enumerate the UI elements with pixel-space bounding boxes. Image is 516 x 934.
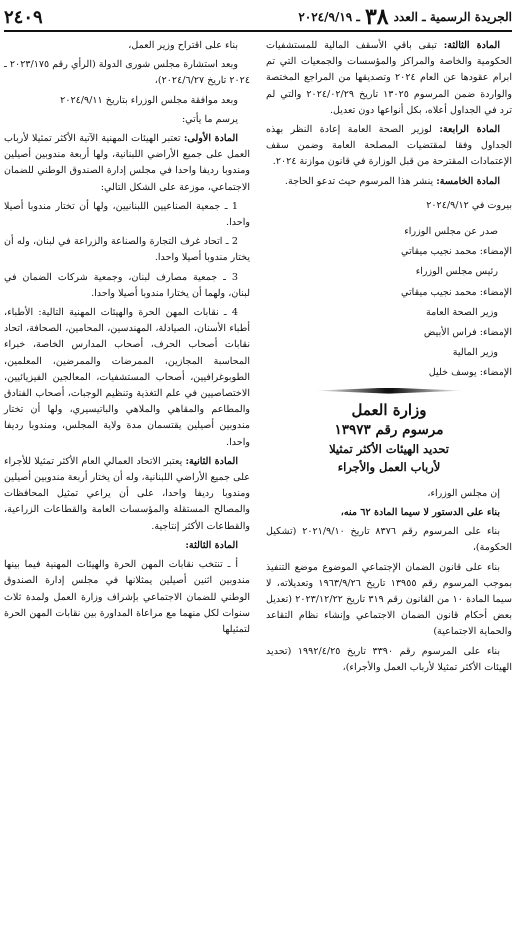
decree-number: مرسوم رقم ١٣٩٧٣ bbox=[334, 421, 444, 438]
article-text: ينشر هذا المرسوم حيث تدعو الحاجة. bbox=[284, 175, 437, 187]
article-3-labor-label: المادة الثالثة: bbox=[185, 539, 238, 551]
left-column bbox=[4, 38, 250, 641]
gazette-title bbox=[298, 4, 512, 30]
article-4-health bbox=[266, 122, 512, 171]
preamble-council: إن مجلس الوزراء، bbox=[427, 487, 500, 499]
list-item-2: 2 ـ اتحاد غرف التجارة والصناعة والزراعة في لبنان، وله أن يختار مندوبا أصيلا واحدا. bbox=[4, 236, 250, 264]
preamble-social-security-law: بناء على قانون الضمان الإجتماعي الموضوع موضع التنفيذ بموجب المرسوم رقم ١٣٩٥٥ تاريخ ١٩٦٣/٩/٢٦ وتعديلاته، لا سيما المادة ١٠ من القانون رقم ٣١٩ تاريخ ٢٠٢٣/١٢/٢٢ (تعديل بعض أحكام قانون الضمان الاجتماعي وإنشاء نظام التقاعد والحماية الاجتماعية) bbox=[266, 561, 512, 638]
ministry-heading: وزارة العمل bbox=[351, 400, 427, 419]
health-minister-title: وزير الصحة العامة bbox=[426, 306, 498, 318]
preamble-constitution: بناء على الدستور لا سيما المادة ٦٢ منه، bbox=[340, 507, 500, 519]
article-2-labor bbox=[4, 454, 250, 535]
article-label: المادة الرابعة: bbox=[439, 124, 501, 136]
article-1-labor bbox=[4, 131, 250, 196]
list-item-4: 4 ـ نقابات المهن الحرة والهيئات المهنية التالية: الأطباء، أطباء الأسنان، الصيادلة، المهندسين، المحامين، الصحافة، اتحاد نقابات أصحاب الحرف، أصحاب المدارس الخاصة، خبراء المحاسبة المجازين، الممرضات والممرضين، المعلمين، الطوبوغرافيين، أصحاب المستشفيات، المعالجين الفيزيائيين، الاختصاصيين في علم التغذية وتنظيم الوجبات، أصحاب الفنادق والمطاعم والمقاهي والملاهي والباتيسيري، ولها أن تختار مندوبين أصيلين يقتسمان مدة ولاية المجلس، ومندوبا رديفا واحدا. bbox=[4, 307, 250, 448]
page-header bbox=[4, 4, 512, 32]
issue-date: ـ ٢٠٢٤/٩/١٩ bbox=[298, 10, 360, 24]
article-3-labor-text: أ ـ تنتخب نقابات المهن الحرة والهيئات المهنية فيما بينها مندوبين اثنين أصيلين يمثلانها في مجلس إدارة الصندوق الوطني للضمان الاجتماعي بإشراف وزارة العمل ولمدة ثلاث سنوات لكل منهما مع مراعاة المداورة بين نقابات المهن الحرة لتمثيلها bbox=[4, 559, 250, 635]
article-text: تعتبر الهيئات المهنية الآتية الأكثر تمثيلا لأرباب العمل على جميع الأراضي اللبنانية، ولها أربعة مندوبين أصيلين ومندوبا رديفا واحدا في مجلس إدارة الصندوق الوطني للضمان الاجتماعي، موزعة على الشكل التالي: bbox=[4, 133, 250, 193]
article-label: المادة الخامسة: bbox=[436, 175, 500, 187]
article-label: المادة الثالثة: bbox=[443, 40, 500, 51]
article-text: يعتبر الاتحاد العمالي العام الأكثر تمثيلا للأجراء على جميع الأراضي اللبنانية، وله أن يختار أربعة مندوبين أصيلين ومندوبا رديفا واحدا، على أن يراعي تمثيل المحافظات والمصالح المستقلة والمؤسسات العامة والقطاعات الزراعية، والقطاعات الأكثر إنتاجية. bbox=[4, 455, 250, 532]
pm-title: رئيس مجلس الوزراء bbox=[415, 266, 498, 278]
decree-title-line1: تحديد الهيئات الأكثر تمثيلا bbox=[329, 441, 449, 456]
city-date: بيروت في ٢٠٢٤/٩/١٢ bbox=[426, 199, 512, 211]
signature-pm: الإمضاء: محمد نجيب ميقاتي bbox=[401, 286, 512, 298]
article-text: تبقى باقي الأسقف المالية للمستشفيات الحكومية والخاصة والمراكز والمؤسسات والجمعيات التي تم ابرام عقودها عن العام ٢٠٢٤ وتصديقها من المراجع المختصة والواردة ضمن المرسوم ١٣٠٢٥ تاريخ ٢٠٢٤/٠٢/٢٩ والتي لم ترد في الجداول أعلاه، بكل أنواعها دون تعديل. bbox=[266, 40, 512, 116]
preamble-decree-8376: بناء على المرسوم رقم ٨٣٧٦ تاريخ ٢٠٢١/٩/١٠ (تشكيل الحكومة)، bbox=[266, 526, 512, 554]
list-item-1: 1 ـ جمعية الصناعيين اللبنانيين، ولها أن تختار مندوبا أصيلا واحدا. bbox=[4, 200, 250, 229]
article-3-health bbox=[266, 38, 512, 119]
signature-finance-minister: الإمضاء: يوسف خليل bbox=[428, 367, 512, 379]
decree-title-line2: لأرباب العمل والأجراء bbox=[337, 459, 441, 474]
section-divider bbox=[314, 388, 464, 394]
article-label: المادة الأولى: bbox=[183, 133, 238, 145]
signature-health-minister: الإمضاء: فراس الأبيض bbox=[423, 327, 512, 339]
decree-formula: يرسم ما يأتي: bbox=[181, 113, 238, 125]
preamble-approval: وبعد موافقة مجلس الوزراء بتاريخ ٢٠٢٤/٩/١١ bbox=[60, 94, 238, 106]
page-number: ٢٤٠٩ bbox=[4, 6, 43, 28]
article-label: المادة الثانية: bbox=[185, 455, 239, 467]
preamble-state-council: وبعد استشارة مجلس شورى الدولة (الرأي رقم ٢٠٢٣/١٧٥ ـ ٢٠٢٤ تاريخ ٢٠٢٤/٦/٢٧)، bbox=[4, 59, 250, 87]
issued-by: صدر عن مجلس الوزراء bbox=[404, 226, 498, 238]
issue-number: ٣٨ bbox=[364, 4, 389, 30]
right-column bbox=[266, 38, 512, 679]
gazette-name: الجريدة الرسمية ـ العدد bbox=[393, 10, 512, 24]
list-item-3: 3 ـ جمعية مصارف لبنان، وجمعية شركات الضمان في لبنان، ولهما أن يختارا مندوبا أصيلا واحدا. bbox=[4, 271, 250, 299]
finance-minister-title: وزير المالية bbox=[452, 347, 498, 359]
article-5-health bbox=[266, 174, 512, 190]
preamble-decree-3390: بناء على المرسوم رقم ٣٣٩٠ تاريخ ١٩٩٢/٤/٢٥ (تحديد الهيئات الأكثر تمثيلا لأرباب العمل والأجراء)، bbox=[266, 645, 512, 673]
preamble-proposal: بناء على اقتراح وزير العمل، bbox=[128, 40, 238, 51]
signature-president: الإمضاء: محمد نجيب ميقاتي bbox=[401, 246, 512, 258]
article-text: لوزير الصحة العامة إعادة النظر بهذه الجداول وفقا لمقتضيات المصلحة العامة وضمن سقف الإعتمادات المقترحة من قبل الوزارة في قانون موازنة ٢٠٢٤. bbox=[266, 124, 512, 168]
